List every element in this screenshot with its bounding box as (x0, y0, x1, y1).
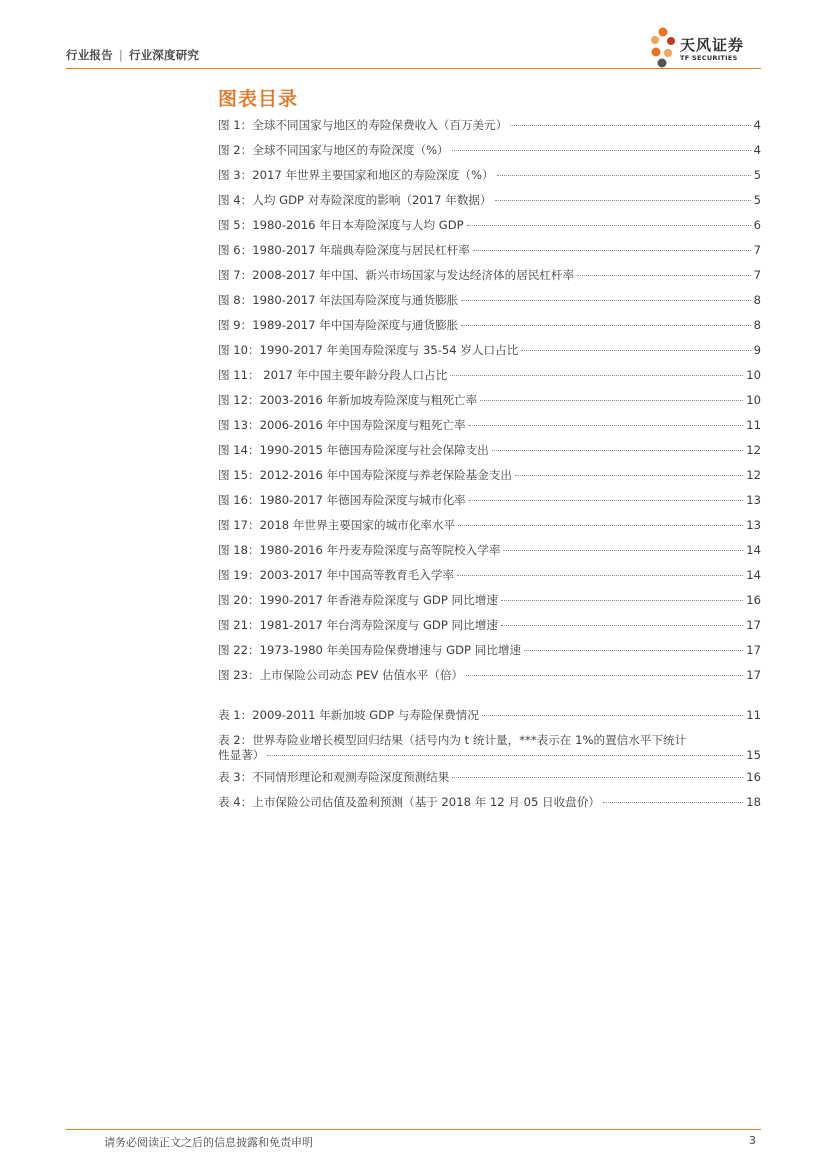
toc-entry-page: 17 (746, 668, 761, 682)
leader-dots (480, 400, 743, 401)
toc-entry-label: 表 3：不同情形理论和观测寿险深度预测结果 (218, 770, 450, 784)
page-number: 3 (749, 1134, 756, 1147)
toc-entry-label: 图 8：1980-2017 年法国寿险深度与通货膨胀 (218, 293, 459, 307)
toc-entry-label: 图 2：全球不同国家与地区的寿险深度（%） (218, 143, 449, 157)
toc-entry-page: 12 (746, 468, 761, 482)
leader-dots (452, 150, 751, 151)
header-separator: | (118, 48, 123, 62)
toc-entry-label: 图 19：2003-2017 年中国高等教育毛入学率 (218, 568, 455, 582)
toc-list (218, 113, 761, 815)
leader-dots (524, 650, 743, 651)
toc-entry-label: 图 20：1990-2017 年香港寿险深度与 GDP 同比增速 (218, 593, 498, 607)
toc-entry-label: 图 7：2008-2017 年中国、新兴市场国家与发达经济体的居民杠杆率 (218, 268, 575, 282)
toc-entry-label: 图 6：1980-2017 年瑞典寿险深度与居民杠杆率 (218, 243, 470, 257)
toc-entry-table-2[interactable] (218, 728, 761, 765)
toc-entry-figure-11[interactable] (218, 363, 761, 388)
toc-entry-page: 14 (746, 568, 761, 582)
toc-entry-label: 表 4：上市保险公司估值及盈利预测（基于 2018 年 12 月 05 日收盘价） (218, 795, 601, 809)
toc-entry-page: 13 (746, 493, 761, 507)
toc-entry-figure-12[interactable] (218, 388, 761, 413)
toc-entry-figure-2[interactable] (218, 138, 761, 163)
toc-entry-page: 8 (753, 318, 761, 332)
toc-entry-page: 5 (753, 168, 761, 182)
toc-entry-label: 图 10：1990-2017 年美国寿险深度与 35-54 岁人口占比 (218, 343, 519, 357)
toc-entry-figure-16[interactable] (218, 488, 761, 513)
leader-dots (510, 125, 750, 126)
toc-entry-page: 16 (746, 593, 761, 607)
toc-entry-table-3[interactable] (218, 765, 761, 790)
toc-entry-figure-20[interactable] (218, 588, 761, 613)
leader-dots (495, 200, 751, 201)
toc-entry-label: 图 14：1990-2015 年德国寿险深度与社会保障支出 (218, 443, 489, 457)
toc-entry-page: 6 (753, 218, 761, 232)
leader-dots (497, 175, 751, 176)
toc-entry-figure-17[interactable] (218, 513, 761, 538)
toc-entry-figure-19[interactable] (218, 563, 761, 588)
toc-gap (218, 688, 761, 703)
report-category: 行业报告 (66, 48, 113, 62)
company-logo (650, 26, 762, 70)
toc-entry-label: 图 5：1980-2016 年日本寿险深度与人均 GDP (218, 218, 464, 232)
toc-entry-figure-1[interactable] (218, 113, 761, 138)
toc-entry-figure-15[interactable] (218, 463, 761, 488)
logo-english: TF SECURITIES (680, 54, 738, 62)
toc-entry-label: 图 13：2006-2016 年中国寿险深度与粗死亡率 (218, 418, 466, 432)
leader-dots (492, 450, 743, 451)
leader-dots (482, 715, 743, 716)
toc-entry-figure-18[interactable] (218, 538, 761, 563)
toc-entry-page: 13 (746, 518, 761, 532)
toc-entry-page: 18 (746, 795, 761, 809)
leader-dots (577, 275, 750, 276)
toc-entry-table-1[interactable] (218, 703, 761, 728)
leader-dots (466, 675, 743, 676)
toc-entry-figure-22[interactable] (218, 638, 761, 663)
toc-entry-page: 5 (753, 193, 761, 207)
toc-entry-label-line1: 表 2：世界寿险业增长模型回归结果（括号内为 t 统计量，***表示在 1%的置信水平下统计 (218, 733, 687, 747)
toc-entry-figure-23[interactable] (218, 663, 761, 688)
toc-entry-figure-6[interactable] (218, 238, 761, 263)
toc-entry-label: 图 11： 2017 年中国主要年龄分段人口占比 (218, 368, 448, 382)
toc-entry-page: 7 (753, 243, 761, 257)
toc-entry-figure-14[interactable] (218, 438, 761, 463)
figure-list (218, 113, 761, 688)
toc-entry-page: 8 (753, 293, 761, 307)
toc-entry-figure-4[interactable] (218, 188, 761, 213)
toc-entry-page: 15 (746, 748, 761, 762)
report-subcategory: 行业深度研究 (128, 48, 200, 62)
toc-entry-figure-3[interactable] (218, 163, 761, 188)
toc-entry-label: 图 3：2017 年世界主要国家和地区的寿险深度（%） (218, 168, 494, 182)
leader-dots (503, 550, 743, 551)
toc-entry-table-4[interactable] (218, 790, 761, 815)
leader-dots (458, 525, 743, 526)
leader-dots (521, 350, 750, 351)
toc-entry-label: 表 1：2009-2011 年新加坡 GDP 与寿险保费情况 (218, 708, 479, 722)
leader-dots (452, 777, 743, 778)
toc-entry-figure-13[interactable] (218, 413, 761, 438)
leader-dots (461, 325, 750, 326)
toc-title: 图表目录 (218, 88, 299, 110)
leader-dots (267, 755, 743, 756)
leader-dots (461, 300, 750, 301)
leader-dots (469, 500, 744, 501)
toc-entry-page: 12 (746, 443, 761, 457)
toc-entry-page: 10 (746, 393, 761, 407)
leader-dots (603, 802, 743, 803)
leader-dots (469, 425, 744, 426)
header-divider (66, 68, 761, 69)
toc-entry-page: 9 (753, 343, 761, 357)
leader-dots (457, 575, 743, 576)
toc-entry-page: 17 (746, 643, 761, 657)
toc-entry-label: 图 12：2003-2016 年新加坡寿险深度与粗死亡率 (218, 393, 478, 407)
toc-entry-page: 11 (746, 418, 761, 432)
toc-entry-label: 图 22：1973-1980 年美国寿险保费增速与 GDP 同比增速 (218, 643, 522, 657)
footer-disclaimer[interactable]: 请务必阅读正文之后的信息披露和免责申明 (104, 1136, 313, 1149)
logo-petal-icon (650, 26, 680, 70)
leader-dots (450, 375, 743, 376)
toc-entry-label: 图 1：全球不同国家与地区的寿险保费收入（百万美元） (218, 118, 508, 132)
toc-entry-page: 10 (746, 368, 761, 382)
logo-name: 天风证券 (680, 36, 745, 54)
toc-entry-label: 图 4：人均 GDP 对寿险深度的影响（2017 年数据） (218, 193, 492, 207)
toc-entry-page: 16 (746, 770, 761, 784)
toc-entry-page: 7 (753, 268, 761, 282)
toc-entry-label: 图 17：2018 年世界主要国家的城市化率水平 (218, 518, 456, 532)
leader-dots (473, 250, 751, 251)
toc-entry-figure-21[interactable] (218, 613, 761, 638)
toc-entry-figure-9[interactable] (218, 313, 761, 338)
toc-entry-page: 17 (746, 618, 761, 632)
toc-entry-label-line2: 性显著） (218, 748, 265, 762)
toc-entry-page: 4 (753, 143, 761, 157)
leader-dots (501, 625, 743, 626)
toc-entry-label: 图 9：1989-2017 年中国寿险深度与通货膨胀 (218, 318, 459, 332)
toc-entry-page: 4 (753, 118, 761, 132)
leader-dots (467, 225, 751, 226)
report-header (66, 47, 199, 63)
toc-entry-figure-8[interactable] (218, 288, 761, 313)
toc-entry-page: 11 (746, 708, 761, 722)
toc-entry-label: 图 21：1981-2017 年台湾寿险深度与 GDP 同比增速 (218, 618, 498, 632)
toc-entry-label: 图 16：1980-2017 年德国寿险深度与城市化率 (218, 493, 466, 507)
leader-dots (515, 475, 743, 476)
toc-entry-figure-7[interactable] (218, 263, 761, 288)
toc-entry-page: 14 (746, 543, 761, 557)
toc-entry-figure-10[interactable] (218, 338, 761, 363)
footer-divider (66, 1129, 761, 1130)
toc-entry-label: 图 18：1980-2016 年丹麦寿险深度与高等院校入学率 (218, 543, 501, 557)
toc-entry-figure-5[interactable] (218, 213, 761, 238)
leader-dots (501, 600, 743, 601)
toc-entry-label: 图 23：上市保险公司动态 PEV 估值水平（倍） (218, 668, 464, 682)
toc-entry-label: 图 15：2012-2016 年中国寿险深度与养老保险基金支出 (218, 468, 513, 482)
